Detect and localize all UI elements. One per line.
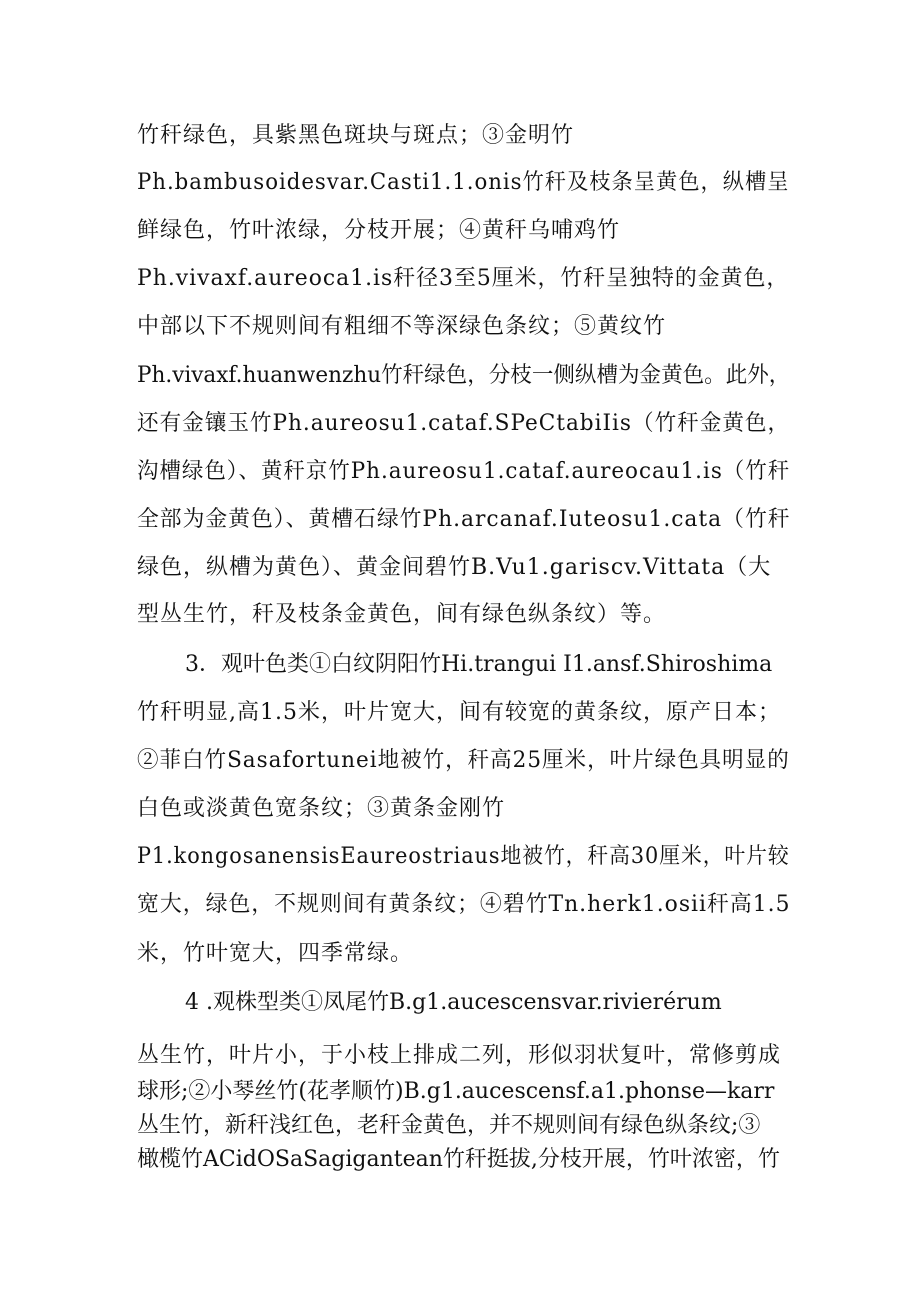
- text-line: 竹秆绿色，具紫黑色斑块与斑点；③金明竹: [137, 123, 575, 148]
- section-heading-line: 4 .观株型类①凤尾竹B.g1.aucescensvar.rivierérum: [185, 990, 722, 1015]
- text-line: 沟槽绿色）、黄秆京竹Ph.aureosu1.cataf.aureocau1.is（竹秆: [137, 459, 791, 484]
- text-line: ②菲白竹Sasafortunei地被竹，秆高25厘米，叶片绿色具明显的: [137, 748, 790, 773]
- text-line: Ph.bambusoidesvar.Casti1.1.onis竹秆及枝条呈黄色，纵槽呈: [137, 170, 790, 195]
- text-line: 型丛生竹，秆及枝条金黄色，间有绿色纵条纹）等。: [137, 602, 667, 627]
- text-line: Ph.vivaxf.aureoca1.is秆径3至5厘米，竹秆呈独特的金黄色，: [137, 266, 790, 291]
- text-line: 丛生竹，新秆浅红色，老秆金黄色，并不规则间有绿色纵条纹;③: [137, 1113, 761, 1138]
- text-line: 中部以下不规则间有粗细不等深绿色条纹；⑤黄纹竹: [137, 314, 667, 339]
- text-line: Ph.vivaxf.huanwenzhu竹秆绿色，分枝一侧纵槽为金黄色。此外，: [137, 363, 791, 388]
- text-line: 白色或淡黄色宽条纹；③黄条金刚竹: [137, 796, 506, 821]
- text-line: 球形;②小琴丝竹(花孝顺竹)B.g1.aucescensf.a1.phonse—karr: [137, 1079, 775, 1104]
- section-heading-line: 3．观叶色类①白纹阴阳竹Hi.trangui I1.ansf.Shiroshima: [185, 652, 773, 677]
- text-line: 还有金镶玉竹Ph.aureosu1.cataf.SPeCtabiIis（竹秆金黄色，: [137, 411, 791, 436]
- text-line: 橄榄竹ACidOSaSagigantean竹秆挺拔,分枝开展，竹叶浓密，竹: [137, 1147, 780, 1172]
- text-line: 竹秆明显,高1.5米，叶片宽大，间有较宽的黄条纹，原产日本；: [137, 700, 781, 725]
- text-line: 米，竹叶宽大，四季常绿。: [137, 941, 414, 966]
- text-line: 鲜绿色，竹叶浓绿，分枝开展；④黄秆乌哺鸡竹: [137, 218, 621, 243]
- text-line: 绿色，纵槽为黄色）、黄金间碧竹B.Vu1.gariscv.Vittata（大: [137, 555, 772, 580]
- text-line: P1.kongosanensisEaureostriaus地被竹，秆高30厘米，叶片较: [137, 844, 790, 869]
- text-line: 丛生竹，叶片小，于小枝上排成二列，形似羽状复叶，常修剪成: [137, 1043, 782, 1068]
- text-line: 全部为金黄色）、黄槽石绿竹Ph.arcanaf.Iuteosu1.cata（竹秆: [137, 507, 791, 532]
- text-line: 宽大，绿色，不规则间有黄条纹；④碧竹Tn.herk1.osii秆高1.5: [137, 892, 791, 917]
